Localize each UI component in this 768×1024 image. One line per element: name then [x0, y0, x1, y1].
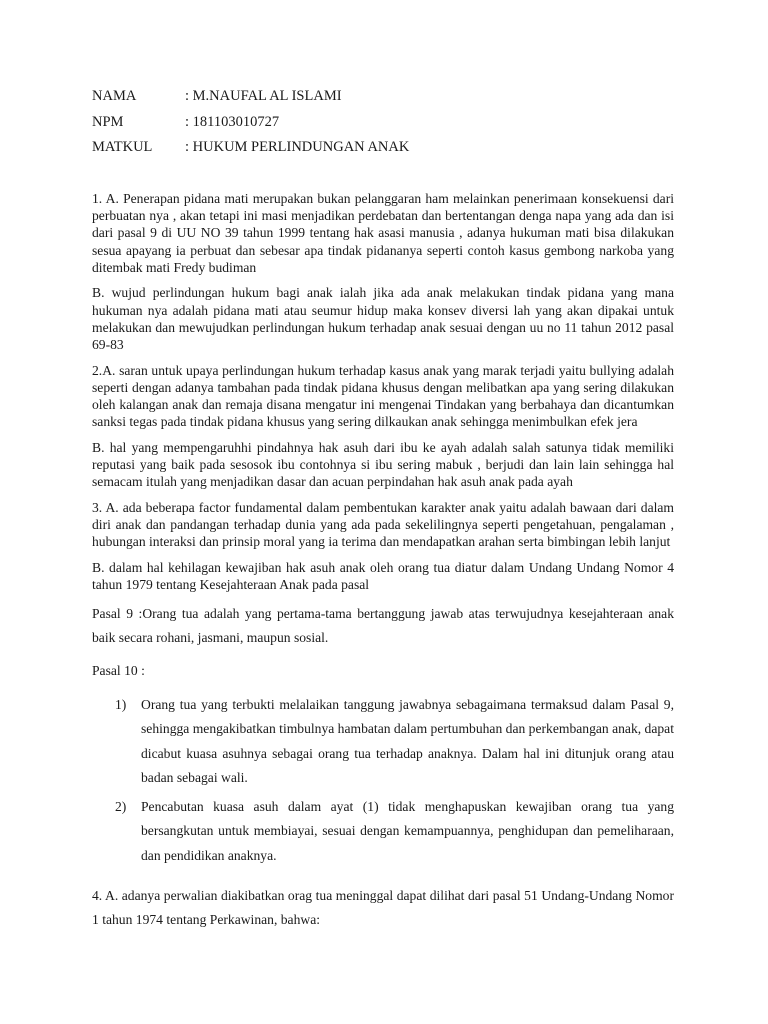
answer-3a: 3. A. ada beberapa factor fundamental dalam pembentukan karakter anak yaitu adalah bawaan dari dalam diri anak dan pandangan terhadap dunia yang ada pada sekelilingnya seperti pengetahuan, pengalaman , hubungan interaksi dan prinsip moral yang ia terima dan mendapatkan arahan serta bimbingan lebih lanjut [92, 499, 674, 550]
name-value: : M.NAUFAL AL ISLAMI [185, 88, 342, 104]
npm-value: : 181103010727 [185, 113, 280, 130]
identity-header [92, 86, 672, 163]
answer-1a: 1. A. Penerapan pidana mati merupakan bukan pelanggaran ham melainkan penerimaan konsekuensi dari perbuatan nya , akan tetapi ini masi menjadikan perdebatan dan bertentangan denga napa yang ada dan isi dari pasal 9 di UU NO 39 tahun 1999 tentang hak asasi manusia , adanya hukuman mati bisa dilakukan sesua apayang ia perbuat dan sebesar apa tindak pidananya seperti contoh kasus gembong narkoba yang ditembak mati Fredy budiman [92, 191, 674, 275]
list-item-number: 1) [115, 696, 127, 712]
npm-label: NPM [92, 113, 124, 130]
answer-2b: B. hal yang mempengaruhhi pindahnya hak asuh dari ibu ke ayah adalah salah satunya tidak memiliki reputasi yang baik pada sesosok ibu contohnya si ibu sering mabuk , berjudi dan lain lain sehingga hal semacam itulah yang menjadikan dasar dan acuan perpindahan hak asuh anak pada ayah [92, 439, 674, 490]
name-row [92, 86, 672, 112]
pasal-10-heading: Pasal 10 : [92, 662, 145, 678]
course-row [92, 137, 672, 163]
name-label: NAMA [92, 88, 137, 104]
npm-row [92, 112, 672, 138]
answer-3b: B. dalam hal kehilagan kewajiban hak asuh anak oleh orang tua diatur dalam Undang Undang Nomor 4 tahun 1979 tentang Kesejahteraan Anak pada pasal [92, 559, 674, 593]
list-item-text: Orang tua yang terbukti melalaikan tanggung jawabnya sebagaimana termaksud dalam Pasal 9, sehingga mengakibatkan timbulnya hambatan dalam pertumbuhan dan perkembangan anak, dapat dicabut kuasa asuhnya sebagai orang tua terhadap anaknya. Dalam hal ini ditunjuk orang atau badan sebagai wali. [141, 696, 674, 786]
pasal-10-list [92, 693, 674, 869]
answer-2a: 2.A. saran untuk upaya perlindungan hukum terhadap kasus anak yang marak terjadi yaitu bullying adalah seperti dengan adanya tambahan pada tindak pidana khusus dengan melibatkan apa yang sering dilakukan oleh kalangan anak dan remaja disana mengatur ini mengenai Tindakan yang berbahaya dan dicantumkan sanksi tegas pada tindak pidana khusus yang sering dilkaukan anak sehingga menimbulkan efek jera [92, 362, 674, 430]
list-item [92, 795, 674, 869]
list-item-text: Pencabutan kuasa asuh dalam ayat (1) tidak menghapuskan kewajiban orang tua yang bersangkutan untuk membiayai, sesuai dengan kemampuannya, penghidupan dan pemeliharaan, dan pendidikan anaknya. [141, 798, 674, 863]
course-value: : HUKUM PERLINDUNGAN ANAK [185, 139, 410, 155]
list-item-number: 2) [115, 798, 127, 814]
course-label: MATKUL [92, 139, 153, 155]
document-body [92, 190, 674, 941]
answer-1b: B. wujud perlindungan hukum bagi anak ialah jika ada anak melakukan tindak pidana yang mana hukuman nya adalah pidana mati atau seumur hidup maka konsev diversi lah yang akan dipakai untuk melakukan dan mewujudkan perlindungan hukum terhadap anak sesuai dengan uu no 11 tahun 2012 pasal 69-83 [92, 285, 674, 353]
list-item [92, 693, 674, 791]
answer-4a: 4. A. adanya perwalian diakibatkan orag tua meninggal dapat dilihat dari pasal 51 Undang-Undang Nomor 1 tahun 1974 tentang Perkawinan, bahwa: [92, 888, 674, 928]
pasal-9-text: Pasal 9 :Orang tua adalah yang pertama-tama bertanggung jawab atas terwujudnya kesejahteraan anak baik secara rohani, jasmani, maupun sosial. [92, 605, 674, 645]
